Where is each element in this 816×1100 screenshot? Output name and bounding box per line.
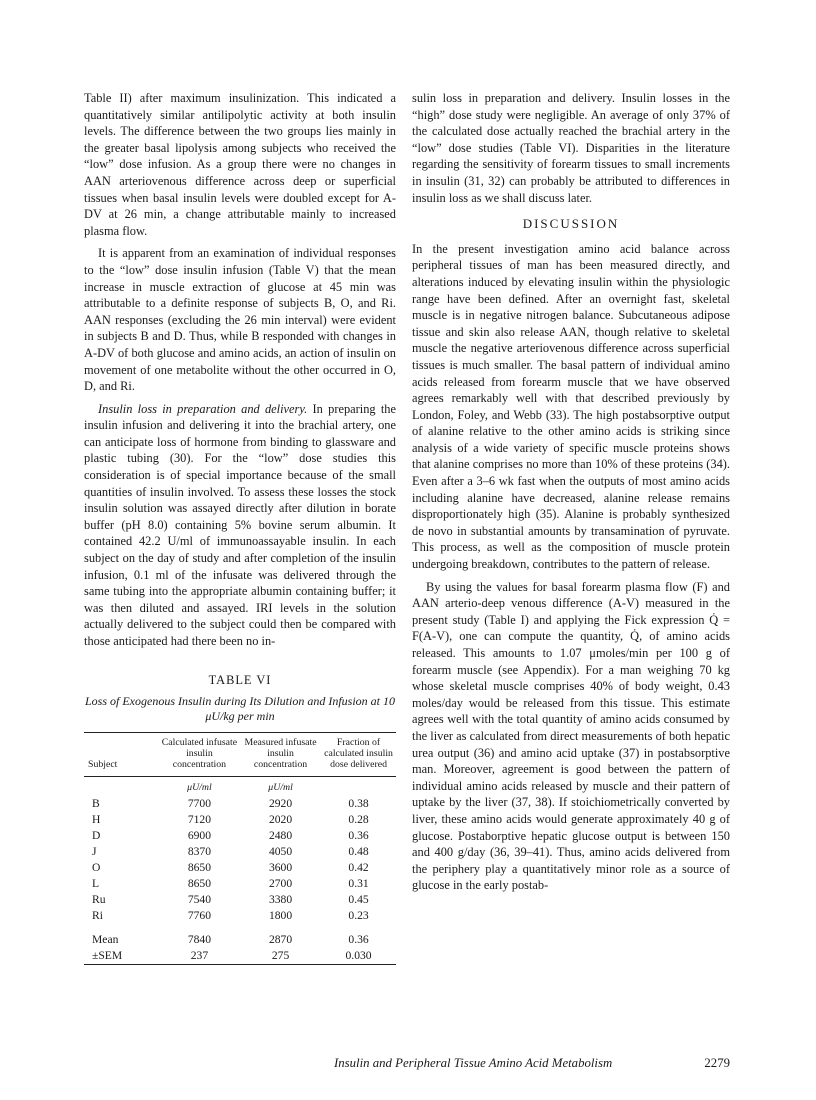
column-header: Calculated infusate insulin concentration [161, 737, 238, 771]
running-title: Insulin and Peripheral Tissue Amino Acid Metabolism [334, 1056, 613, 1070]
table-cell: 0.48 [348, 845, 369, 859]
table-cell: D [92, 829, 101, 843]
table-header-row [84, 733, 396, 777]
table-cell: 2920 [268, 797, 293, 811]
table-row [84, 844, 396, 860]
paragraph: sulin loss in preparation and delivery. Insulin losses in the “high” dose study were negligible. An average of only 37% of the calculated dose actually reached the brachial artery in the “low” dose studies (Table VI). Disparities in the literature regarding the sensitivity of forearm tissues to small increments in insulin (31, 32) can probably be attributed to differences in insulin loss as we shall discuss later. [412, 91, 730, 205]
table-row [84, 860, 396, 876]
table-row [84, 796, 396, 812]
table-cell: 3600 [268, 861, 293, 875]
unit-label: μU/ml [268, 782, 293, 794]
table-cell: 2700 [268, 877, 293, 891]
table-title: TABLE VI [208, 672, 272, 687]
table-cell: L [92, 877, 100, 891]
column-header: Subject [88, 759, 118, 771]
units-row [84, 777, 396, 797]
table-cell: B [92, 797, 100, 811]
table-caption: Loss of Exogenous Insulin during Its Dilution and Infusion at 10 μU/kg per min [84, 694, 395, 724]
paragraph: It is apparent from an examination of individual responses to the “low” dose insulin infusion (Table V) that the mean increase in muscle extraction of glucose at 45 min was attributable to a definite response of subjects B, O, and Ri. AAN responses (excluding the 26 min interval) were evident in subjects B and D. Thus, while B responded with changes in A-DV of both glucose and amino acids, an action of insulin on movement of one metabolite without the other occurred in O, D, and Ri. [84, 246, 396, 394]
table-cell: 1800 [268, 909, 293, 923]
paragraph-body: In preparing the insulin infusion and delivering it into the brachial artery, one can anticipate loss of hormone from binding to glassware and plastic tubing (30). For the “low” dose studies this consideration is of special importance because of the small quantities of insulin involved. To assess these losses the stock insulin solution was assayed directly after dilution in borate buffer (pH 8.0) containing 5% bovine serum albumin. It contained 42.2 U/ml of immunoassayable insulin. In each subject on the day of study and after completion of the insulin infusion, 0.1 ml of the infusate was delivered through the same tubing into the appropriate albumin containing buffer; it was then diluted and assayed. IRI levels in the solution actually delivered to the subject could then be compared with those anticipated had there been no in- [84, 401, 396, 648]
table-sem-row [84, 948, 396, 965]
page-footer [334, 1056, 730, 1071]
table-row [84, 828, 396, 844]
table-cell: 0.38 [348, 797, 369, 811]
table-cell: 7760 [187, 909, 212, 923]
table-cell: 237 [159, 948, 240, 965]
insulin-loss-table [84, 732, 396, 965]
table-cell: O [92, 861, 101, 875]
paragraph [84, 401, 396, 650]
paragraph: By using the values for basal forearm plasma flow (F) and AAN arterio-deep venous difference (A-V) measured in the present study (Table I) and applying the Fick expression Q̇ = F(A-V), one can compute the quantity, Q̇, of amino acids released. This amounts to 1.07 μmoles/min per 100 g of forearm muscle (see Appendix). For a man weighing 70 kg whose skeletal muscle comprises 40% of body weight, 0.43 moles/day would be released from this tissue. This estimate agrees well with the total quantity of amino acids consumed by the liver as calculated from direct measurements of both hepatic urea output (36) and amino acid uptake (37) in postabsorptive man. Moreover, agreement is good between the pattern of individual amino acids released by muscle and their pattern of uptake by the liver (37, 38). If stoichiometrically converted by liver, these amino acids would generate approximately 40 g of glucose. Postaborptive hepatic glucose output is between 150 and 400 g/day (36, 39–41). Thus, amino acids delivered from the periphery play a quantitatively minor role as a source of glucose in the early postab- [412, 579, 730, 893]
table-cell: ±SEM [84, 948, 159, 965]
table-mean-row [84, 924, 396, 948]
table-cell: Ri [92, 909, 103, 923]
table-cell: 0.23 [348, 909, 369, 923]
column-header: Measured infusate insulin concentration [244, 737, 317, 771]
table-cell: 7540 [187, 893, 212, 907]
table-cell: J [92, 845, 97, 859]
table-cell: 2870 [268, 933, 293, 947]
table-cell: 0.42 [348, 861, 369, 875]
table-cell: 275 [240, 948, 321, 965]
table-cell: 8370 [187, 845, 212, 859]
page-number: 2279 [704, 1056, 730, 1070]
run-in-heading: Insulin loss in preparation and delivery. [98, 401, 308, 416]
table-cell: 0.28 [348, 813, 369, 827]
table-cell: 8650 [187, 861, 212, 875]
table-row [84, 892, 396, 908]
table-cell: Ru [92, 893, 106, 907]
table-cell: 2480 [268, 829, 293, 843]
table-cell: 3380 [268, 893, 293, 907]
table-row [84, 876, 396, 892]
right-column [412, 90, 730, 894]
table-row [84, 908, 396, 924]
table-cell: 0.36 [348, 933, 369, 947]
table-cell: 8650 [187, 877, 212, 891]
table-cell: 0.31 [348, 877, 369, 891]
table-cell: 6900 [187, 829, 212, 843]
table-cell: 0.36 [348, 829, 369, 843]
table-cell: 7700 [187, 797, 212, 811]
unit-label: μU/ml [187, 782, 212, 794]
table-cell: Mean [92, 933, 119, 947]
paragraph: In the present investigation amino acid balance across peripheral tissues of man has been measured directly, and alterations induced by elevating insulin within the physiologic range have been defined. After an overnight fast, skeletal muscle is in negative nitrogen balance. Subcutaneous adipose tissue and skin also release AAN, though relative to skeletal muscle the negative arteriovenous difference across superficial tissues is much smaller. The basal pattern of individual amino acids released from forearm muscle that we have observed agrees remarkably well with that described previously by London, Foley, and Webb (33). The high postabsorptive output of alanine relative to the other amino acids is striking since analysis of a wide variety of specific muscle proteins shows that alanine comprises no more than 10% of these proteins (34). Even after a 3–6 wk fast when the outputs of most amino acids including alanine have decreased, alanine release remains disproportionately high (35). Alanine is probably synthesized de novo in substantial amounts by transamination of pyruvate. This process, as well as the composition of muscle protein undergoing breakdown, contributes to the pattern of release. [412, 241, 730, 572]
table-row [84, 812, 396, 828]
table-cell: 4050 [268, 845, 293, 859]
table-cell: 7840 [187, 933, 212, 947]
table-cell: H [92, 813, 101, 827]
table-cell: 7120 [187, 813, 212, 827]
paragraph: Table II) after maximum insulinization. This indicated a quantitatively similar antilipolytic activity at both insulin levels. The difference between the two groups lies mainly in the greater basal lipolysis among subjects who received the “low” dose infusion. As a group there were no changes in AAN arteriovenous difference across deep or superficial tissues when basal insulin levels were doubled except for A-DV at 26 min, a change attributable mainly to increased plasma flow. [84, 91, 396, 238]
left-column [84, 90, 396, 965]
table-cell: 0.45 [348, 893, 369, 907]
table-cell: 2020 [268, 813, 293, 827]
column-header: Fraction of calculated insulin dose delivered [324, 737, 393, 771]
section-heading: DISCUSSION [522, 216, 620, 232]
table-cell: 0.030 [321, 948, 396, 965]
